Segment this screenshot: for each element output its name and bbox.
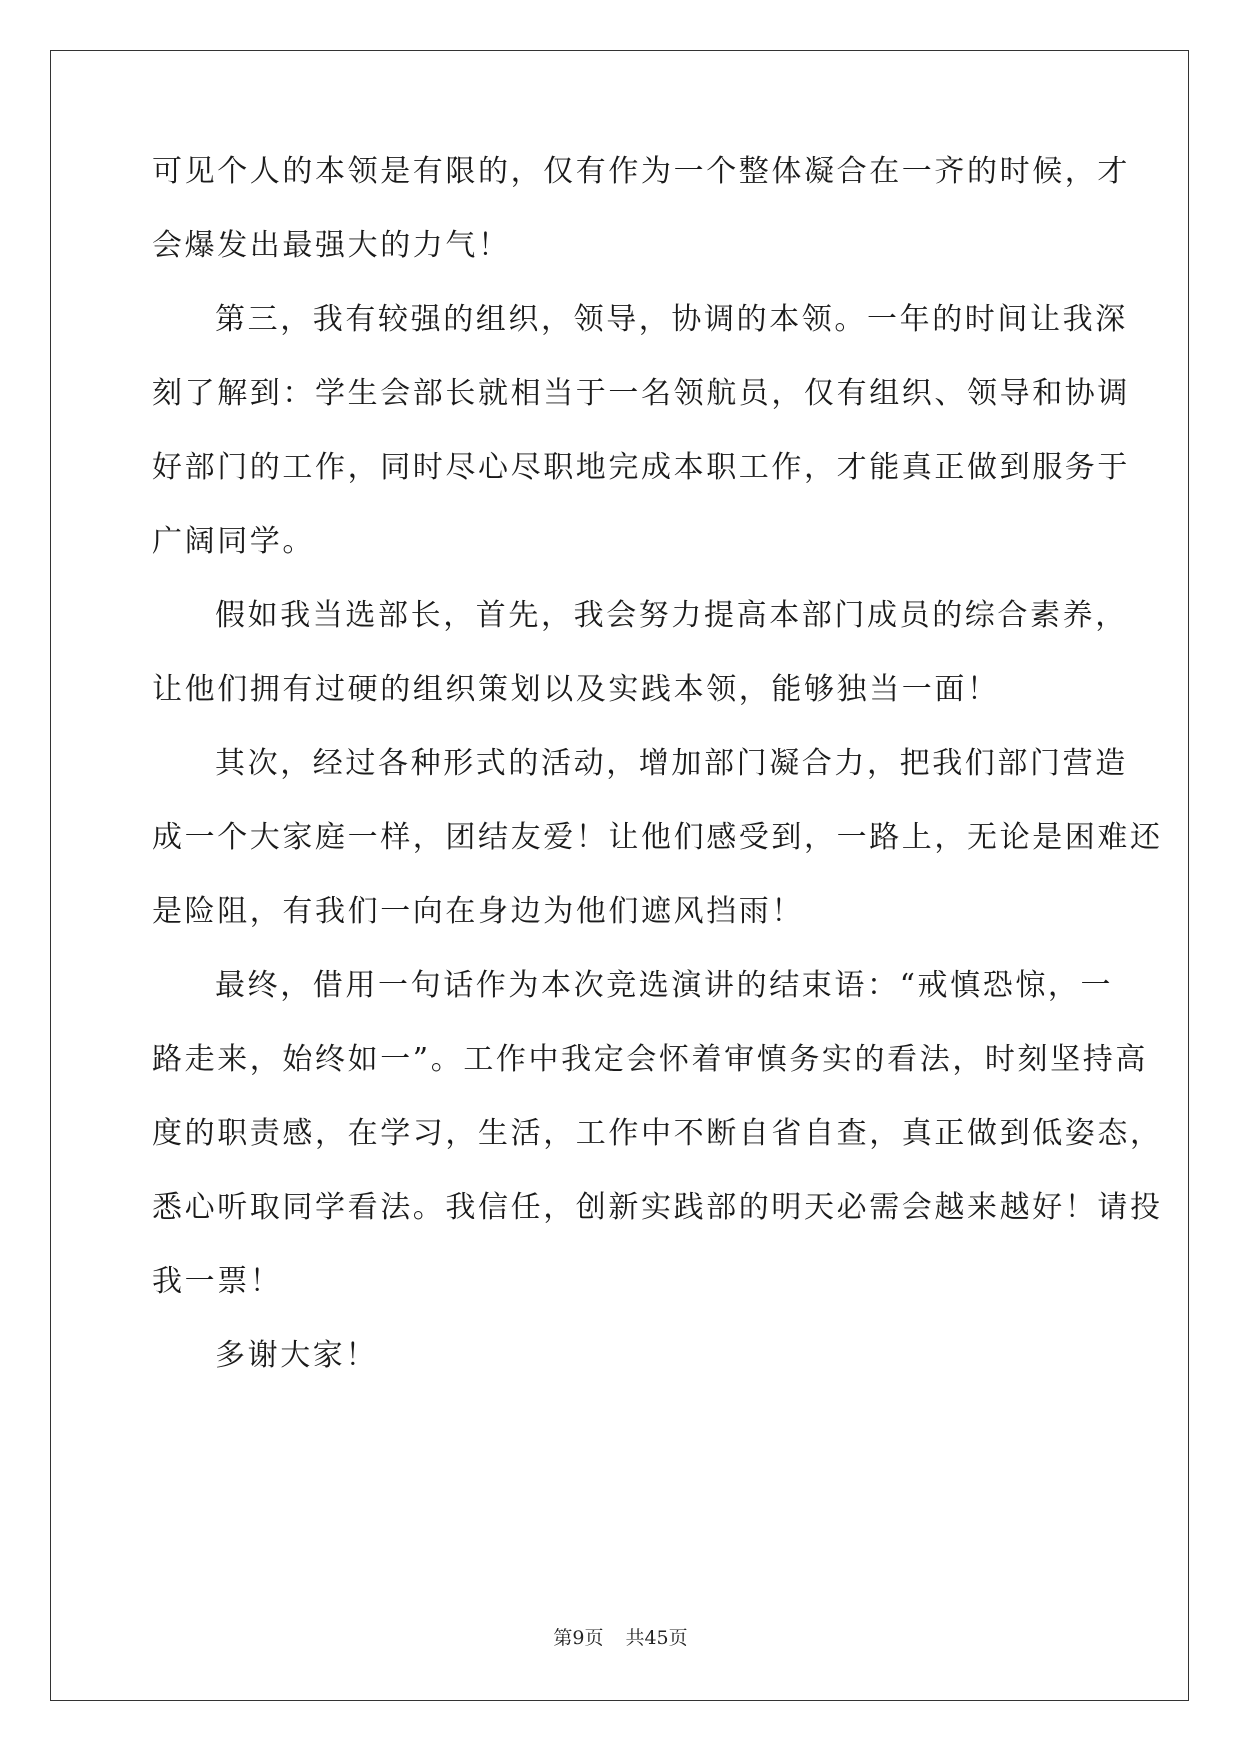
- text-line: 广阔同学。: [152, 524, 315, 559]
- text-line: 会爆发出最强大的力气！: [152, 228, 511, 263]
- text-line: 刻了解到：学生会部长就相当于一名领航员，仅有组织、领导和协调: [152, 376, 1130, 411]
- page-footer: [0, 1623, 1241, 1650]
- text-line: 好部门的工作，同时尽心尽职地完成本职工作，才能真正做到服务于: [152, 450, 1130, 485]
- text-line: 让他们拥有过硬的组织策划以及实践本领，能够独当一面！: [152, 672, 1000, 707]
- text-line: 度的职责感，在学习，生活，工作中不断自省自查，真正做到低姿态，: [152, 1116, 1163, 1151]
- paragraph-start-line: 第三，我有较强的组织，领导，协调的本领。一年的时间让我深: [215, 302, 1128, 337]
- page-total: 共45页: [625, 1627, 688, 1649]
- page-frame: [50, 50, 1189, 1701]
- text-line: 路走来，始终如一”。工作中我定会怀着审慎务实的看法，时刻坚持高: [152, 1042, 1148, 1077]
- page-number: 第9页: [553, 1627, 604, 1649]
- paragraph-start-line: 最终，借用一句话作为本次竞选演讲的结束语：“戒慎恐惊，一: [215, 968, 1114, 1003]
- text-line: 我一票！: [152, 1264, 283, 1299]
- text-line: 是险阻，有我们一向在身边为他们遮风挡雨！: [152, 894, 804, 929]
- paragraph-start-line: 假如我当选部长，首先，我会努力提高本部门成员的综合素养，: [215, 598, 1128, 633]
- text-line: 成一个大家庭一样，团结友爱！让他们感受到，一路上，无论是困难还: [152, 820, 1163, 855]
- text-line: 可见个人的本领是有限的，仅有作为一个整体凝合在一齐的时候，才: [152, 154, 1130, 189]
- paragraph-start-line: 多谢大家！: [215, 1338, 378, 1373]
- text-line: 悉心听取同学看法。我信任，创新实践部的明天必需会越来越好！请投: [152, 1190, 1163, 1225]
- paragraph-start-line: 其次，经过各种形式的活动，增加部门凝合力，把我们部门营造: [215, 746, 1128, 781]
